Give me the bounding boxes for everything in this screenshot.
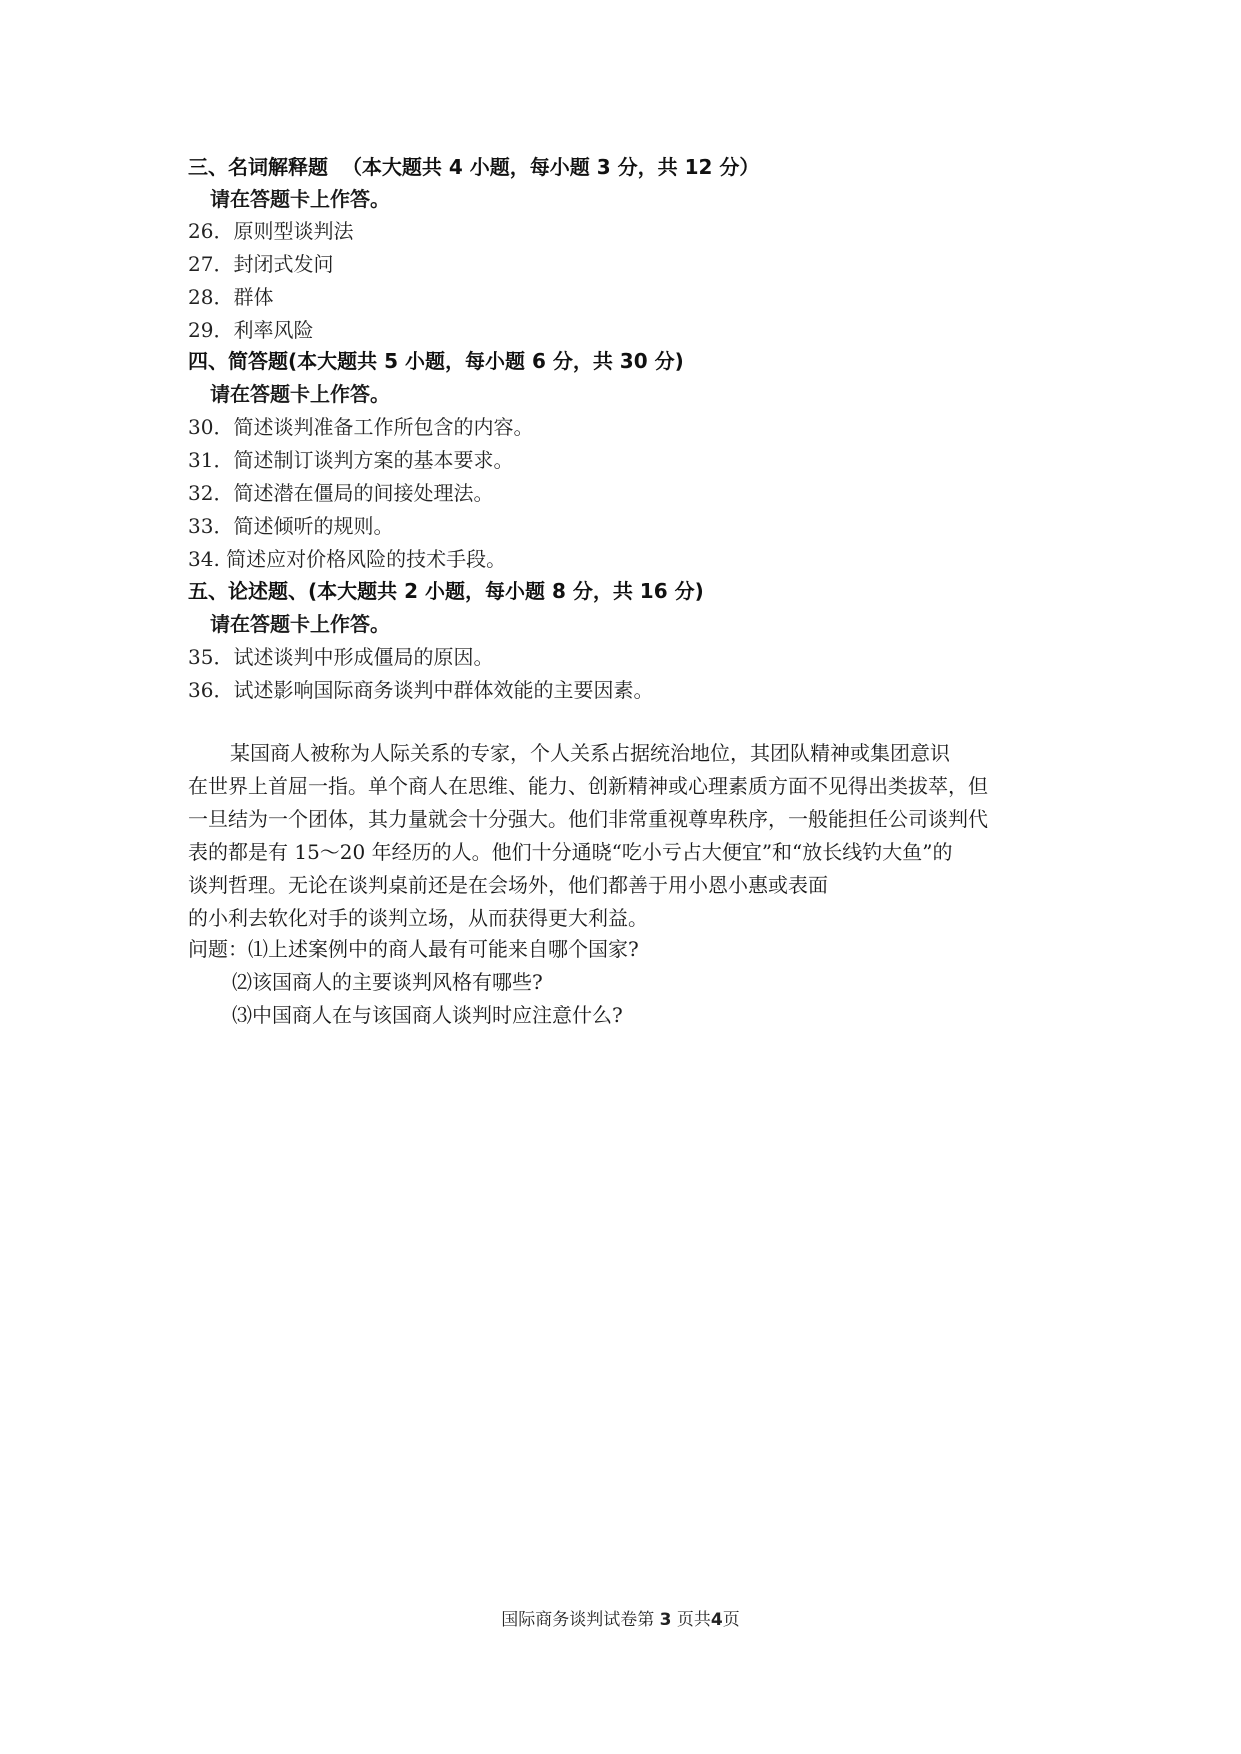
case-question-1: 问题：⑴上述案例中的商人最有可能来自哪个国家? (188, 937, 639, 961)
footer-middle: 页共 (676, 1610, 711, 1630)
case-question-2: ⑵该国商人的主要谈判风格有哪些? (232, 970, 543, 994)
section3-info: （本大题共 4 小题，每小题 3 分，共 12 分） (341, 155, 760, 179)
question-32: 32．简述潜在僵局的间接处理法。 (188, 481, 494, 505)
section5-title: 五、论述题、 (188, 579, 308, 603)
section4-info: (本大题共 5 小题，每小题 6 分，共 30 分) (288, 349, 684, 373)
section4-title: 四、简答题 (188, 349, 288, 373)
footer-total-pages: 4 (710, 1610, 723, 1630)
question-34: 34. 简述应对价格风险的技术手段。 (188, 547, 507, 571)
case-line-4: 表的都是有 15～20 年经历的人。他们十分通晓“吃小亏占大便宜”和“放长线钓大鱼”的 (188, 840, 953, 864)
section4-heading (188, 346, 684, 376)
footer-prefix: 国际商务谈判试卷第 (501, 1610, 655, 1630)
case-line-2: 在世界上首屈一指。单个商人在思维、能力、创新精神或心理素质方面不见得出类拔萃，但 (188, 774, 988, 798)
case-question-3: ⑶中国商人在与该国商人谈判时应注意什么? (232, 1003, 623, 1027)
section3-title: 三、名词解释题 (188, 155, 328, 179)
question-30: 30．简述谈判准备工作所包含的内容。 (188, 415, 534, 439)
case-line-5: 谈判哲理。无论在谈判桌前还是在会场外，他们都善于用小恩小惠或表面 (188, 873, 828, 897)
case-line-1: 某国商人被称为人际关系的专家，个人关系占据统治地位，其团队精神或集团意识 (230, 741, 950, 765)
page-footer (0, 1608, 1241, 1632)
question-29: 29．利率风险 (188, 318, 314, 342)
section5-info: (本大题共 2 小题，每小题 8 分，共 16 分) (308, 579, 704, 603)
case-line-3: 一旦结为一个团体，其力量就会十分强大。他们非常重视尊卑秩序，一般能担任公司谈判代 (188, 807, 988, 831)
section4-instruction: 请在答题卡上作答。 (210, 382, 390, 406)
footer-page-number: 3 (659, 1610, 672, 1630)
footer-suffix: 页 (722, 1610, 740, 1630)
question-31: 31．简述制订谈判方案的基本要求。 (188, 448, 514, 472)
section5-heading (188, 576, 704, 606)
question-33: 33．简述倾听的规则。 (188, 514, 394, 538)
question-28: 28．群体 (188, 285, 274, 309)
section5-instruction: 请在答题卡上作答。 (210, 612, 390, 636)
case-line-6: 的小利去软化对手的谈判立场，从而获得更大利益。 (188, 906, 648, 930)
section3-instruction: 请在答题卡上作答。 (210, 187, 390, 211)
section3-heading (188, 152, 759, 182)
question-27: 27．封闭式发问 (188, 252, 334, 276)
question-35: 35．试述谈判中形成僵局的原因。 (188, 645, 494, 669)
question-26: 26．原则型谈判法 (188, 219, 354, 243)
question-36: 36．试述影响国际商务谈判中群体效能的主要因素。 (188, 678, 654, 702)
